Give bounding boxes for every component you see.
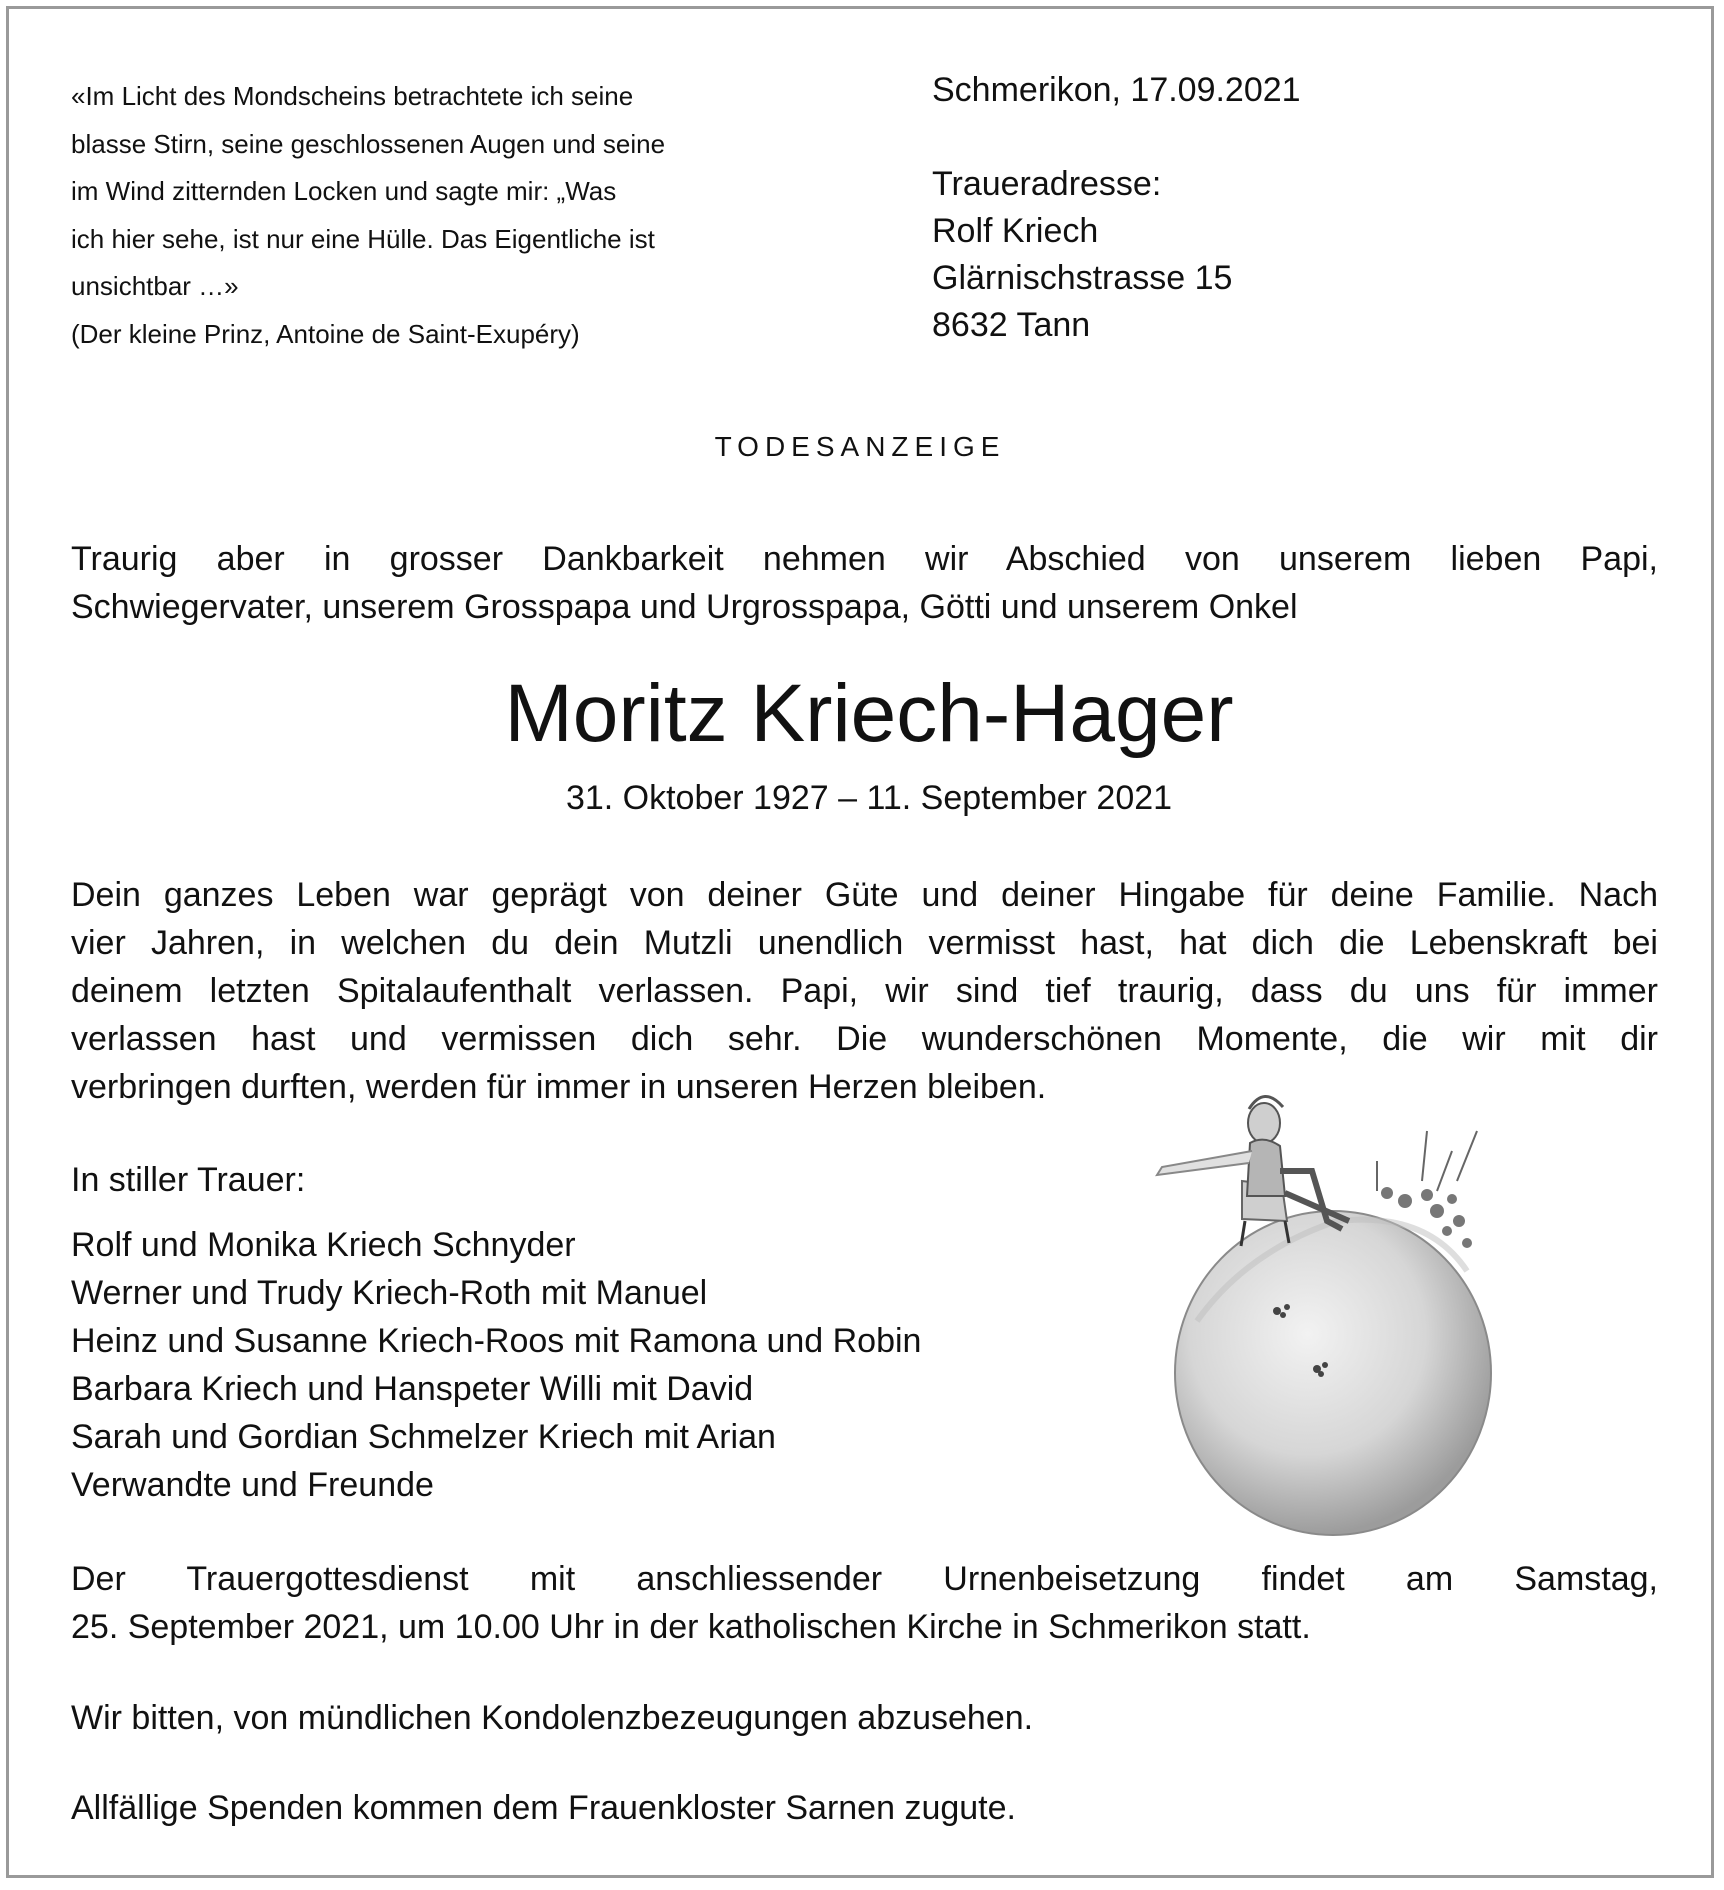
tribute-line: Dein ganzes Leben war geprägt von deiner Güte und deiner Hingabe für deine Familie. Nach <box>71 876 1658 914</box>
mourner-entry: Rolf und Monika Kriech Schnyder <box>71 1226 576 1264</box>
donation-note: Allfällige Spenden kommen dem Frauenkloster Sarnen zugute. <box>71 1789 1016 1827</box>
intro-line: Schwiegervater, unserem Grosspapa und Urgrosspapa, Götti und unserem Onkel <box>71 588 1298 626</box>
tribute-line: deinem letzten Spitalaufenthalt verlassen. Papi, wir sind tief traurig, dass du uns für immer <box>71 972 1658 1010</box>
tribute-line: vier Jahren, in welchen du dein Mutzli unendlich vermisst hast, hat dich die Lebenskraft bei <box>71 924 1658 962</box>
obituary-notice <box>6 6 1714 1878</box>
mourner-entry: Heinz und Susanne Kriech-Roos mit Ramona und Robin <box>71 1322 922 1360</box>
tribute-line: verlassen hast und vermissen dich sehr. Die wunderschönen Momente, die wir mit dir <box>71 1020 1658 1058</box>
mourner-entry: Verwandte und Freunde <box>71 1466 434 1504</box>
address-name: Rolf Kriech <box>932 212 1099 250</box>
mourner-entry: Sarah und Gordian Schmelzer Kriech mit Arian <box>71 1418 776 1456</box>
intro-paragraph <box>71 535 1658 631</box>
life-dates: 31. Oktober 1927 – 11. September 2021 <box>565 779 1173 817</box>
quote-line: ich hier sehe, ist nur eine Hülle. Das Eigentliche ist <box>71 223 655 254</box>
little-prince-on-planet-icon <box>1137 1071 1527 1541</box>
address-city: 8632 Tann <box>932 306 1091 344</box>
mourner-entry: Werner und Trudy Kriech-Roth mit Manuel <box>71 1274 708 1312</box>
quote-line: blasse Stirn, seine geschlossenen Augen und seine <box>71 128 666 159</box>
mourner-entry: Barbara Kriech und Hanspeter Willi mit David <box>71 1370 754 1408</box>
address-label: Traueradresse: <box>932 165 1162 203</box>
quote-line: unsichtbar …» <box>71 271 239 301</box>
address-street: Glärnischstrasse 15 <box>932 259 1233 297</box>
quote-line: «Im Licht des Mondscheins betrachtete ich seine <box>71 81 634 111</box>
mourning-address <box>932 67 1301 349</box>
service-line: 25. September 2021, um 10.00 Uhr in der katholischen Kirche in Schmerikon statt. <box>71 1608 1311 1646</box>
quote-line: im Wind zitternden Locken und sagte mir: „Was <box>71 176 617 206</box>
place-date: Schmerikon, 17.09.2021 <box>932 71 1301 109</box>
service-paragraph <box>71 1555 1658 1651</box>
intro-line: Traurig aber in grosser Dankbarkeit nehmen wir Abschied von unserem lieben Papi, <box>71 540 1658 578</box>
quote-source: (Der kleine Prinz, Antoine de Saint-Exupéry) <box>71 318 580 349</box>
notice-heading: TODESANZEIGE <box>714 431 1006 462</box>
service-line: Der Trauergottesdienst mit anschliessender Urnenbeisetzung findet am Samstag, <box>71 1560 1658 1598</box>
deceased-name: Moritz Kriech-Hager <box>504 668 1234 759</box>
mourning-label: In stiller Trauer: <box>71 1161 306 1199</box>
mourners-list <box>71 1221 921 1509</box>
condolence-request: Wir bitten, von mündlichen Kondolenzbezeugungen abzusehen. <box>71 1699 1034 1737</box>
tribute-line: verbringen durften, werden für immer in unseren Herzen bleiben. <box>71 1068 1047 1106</box>
quote-block <box>71 73 771 358</box>
